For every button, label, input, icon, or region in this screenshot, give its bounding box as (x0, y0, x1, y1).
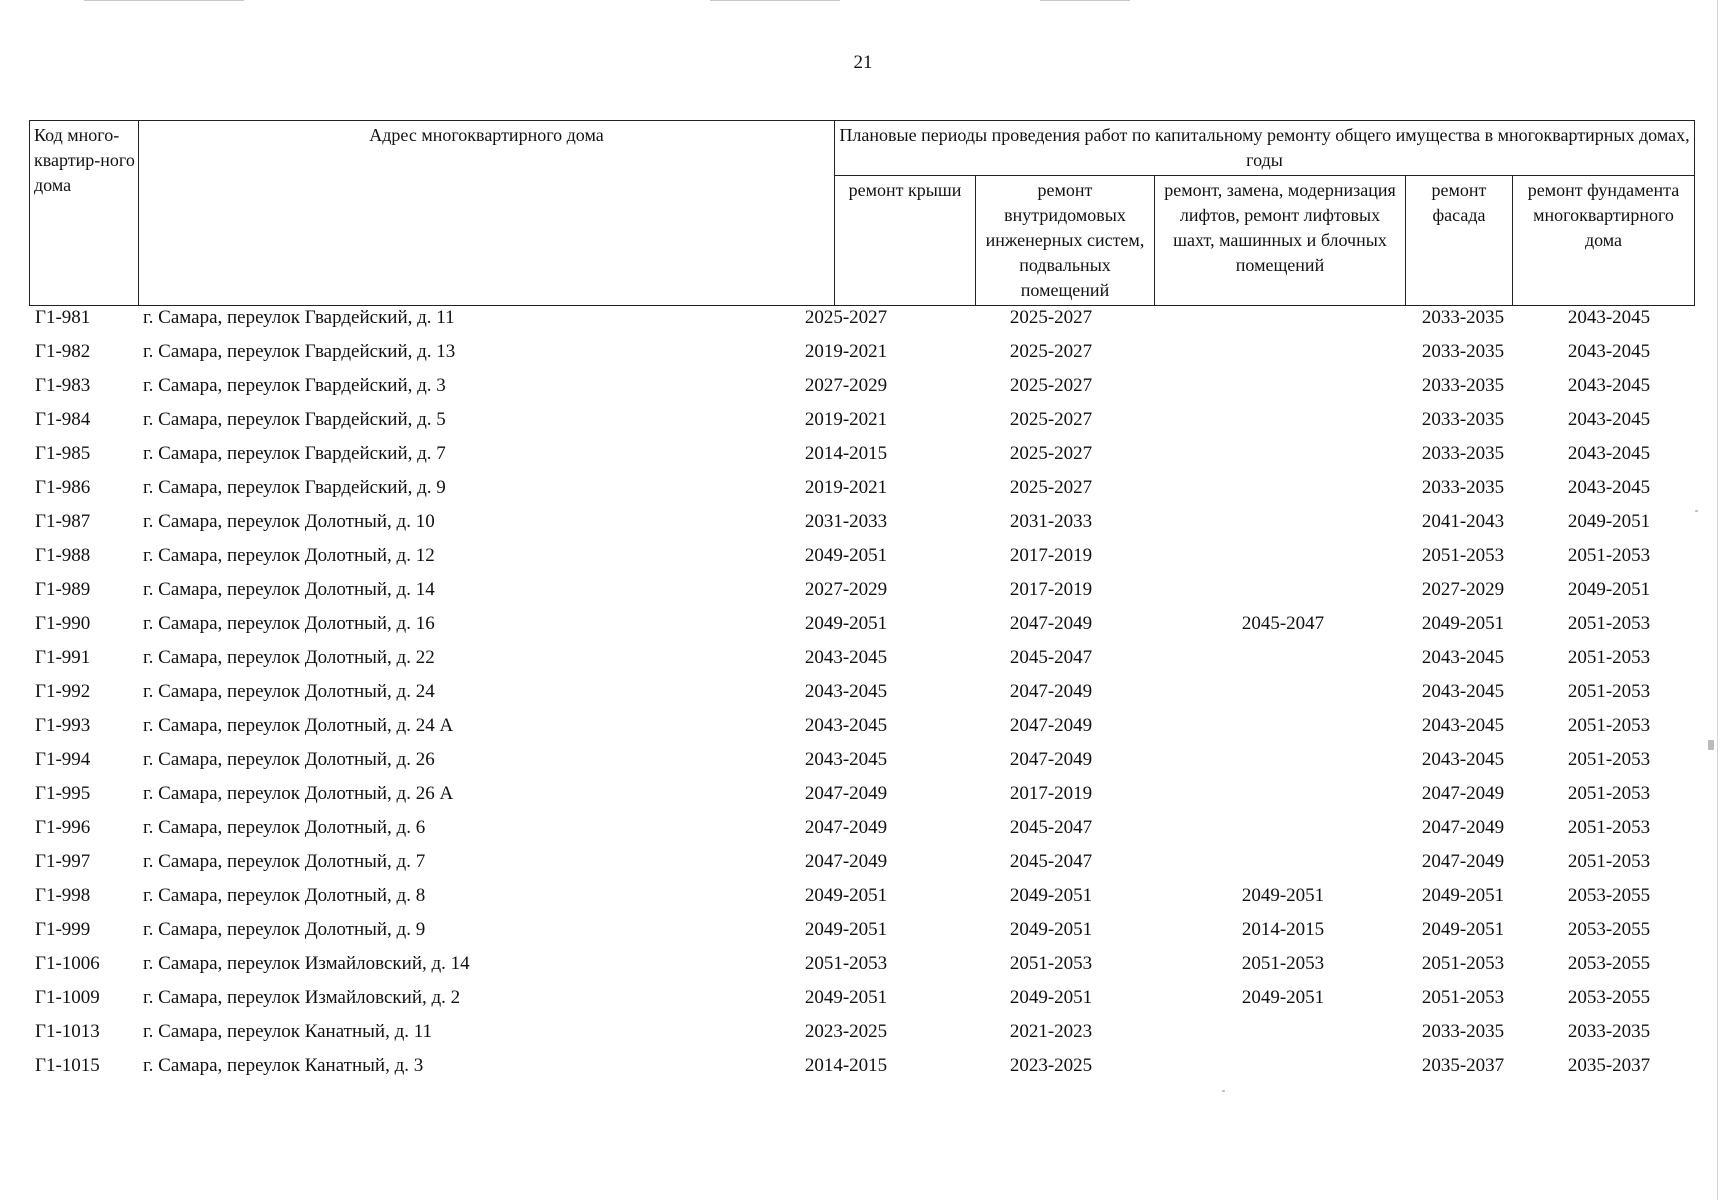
table-row (0, 304, 1721, 338)
row-foundation: 2051-2053 (1567, 783, 1651, 804)
scan-speck (1222, 1090, 1225, 1092)
row-lifts: 2049-2051 (1241, 885, 1325, 906)
row-foundation: 2049-2051 (1567, 511, 1651, 532)
row-facade: 2051-2053 (1421, 987, 1505, 1008)
row-systems: 2047-2049 (1009, 749, 1093, 770)
row-lifts: 2051-2053 (1241, 953, 1325, 974)
row-code: Г1-991 (35, 647, 91, 668)
row-systems: 2021-2023 (1009, 1021, 1093, 1042)
row-address: г. Самара, переулок Долотный, д. 26 А (143, 783, 454, 804)
row-facade: 2043-2045 (1421, 749, 1505, 770)
row-foundation: 2043-2045 (1567, 307, 1651, 328)
table-row (0, 440, 1721, 474)
row-code: Г1-981 (35, 307, 91, 328)
row-code: Г1-989 (35, 579, 91, 600)
row-lifts: 2045-2047 (1241, 613, 1325, 634)
row-foundation: 2051-2053 (1567, 613, 1651, 634)
table-row (0, 576, 1721, 610)
scan-artifact-line (84, 0, 244, 1)
table-row (0, 780, 1721, 814)
row-facade: 2035-2037 (1421, 1055, 1505, 1076)
row-roof: 2027-2029 (804, 375, 888, 396)
table-header (29, 120, 1695, 306)
page-number: 21 (853, 52, 873, 73)
row-code: Г1-984 (35, 409, 91, 430)
row-foundation: 2051-2053 (1567, 647, 1651, 668)
row-roof: 2043-2045 (804, 715, 888, 736)
row-address: г. Самара, переулок Долотный, д. 12 (143, 545, 435, 566)
row-systems: 2017-2019 (1009, 579, 1093, 600)
row-systems: 2051-2053 (1009, 953, 1093, 974)
row-code: Г1-996 (35, 817, 91, 838)
row-address: г. Самара, переулок Гвардейский, д. 3 (143, 375, 446, 396)
table-row (0, 644, 1721, 678)
header-foundation: ремонт фундамента многоквартирного дома (1513, 176, 1695, 306)
row-foundation: 2043-2045 (1567, 477, 1651, 498)
row-systems: 2047-2049 (1009, 681, 1093, 702)
row-code: Г1-997 (35, 851, 91, 872)
row-systems: 2025-2027 (1009, 443, 1093, 464)
row-roof: 2049-2051 (804, 885, 888, 906)
row-facade: 2043-2045 (1421, 715, 1505, 736)
table-row (0, 712, 1721, 746)
row-address: г. Самара, переулок Долотный, д. 10 (143, 511, 435, 532)
row-facade: 2051-2053 (1421, 953, 1505, 974)
row-foundation: 2051-2053 (1567, 749, 1651, 770)
row-address: г. Самара, переулок Долотный, д. 9 (143, 919, 426, 940)
row-facade: 2047-2049 (1421, 783, 1505, 804)
row-systems: 2025-2027 (1009, 375, 1093, 396)
row-systems: 2031-2033 (1009, 511, 1093, 532)
header-roof: ремонт крыши (835, 176, 976, 306)
row-code: Г1-987 (35, 511, 91, 532)
table-row (0, 1018, 1721, 1052)
row-code: Г1-985 (35, 443, 91, 464)
header-address: Адрес многоквартирного дома (139, 121, 835, 306)
table-row (0, 814, 1721, 848)
row-systems: 2025-2027 (1009, 409, 1093, 430)
row-code: Г1-998 (35, 885, 91, 906)
row-systems: 2047-2049 (1009, 613, 1093, 634)
row-roof: 2047-2049 (804, 817, 888, 838)
row-systems: 2049-2051 (1009, 919, 1093, 940)
row-address: г. Самара, переулок Долотный, д. 7 (143, 851, 426, 872)
row-address: г. Самара, переулок Канатный, д. 3 (143, 1055, 424, 1076)
row-facade: 2027-2029 (1421, 579, 1505, 600)
row-roof: 2031-2033 (804, 511, 888, 532)
row-address: г. Самара, переулок Гвардейский, д. 13 (143, 341, 456, 362)
row-address: г. Самара, переулок Канатный, д. 11 (143, 1021, 433, 1042)
row-foundation: 2051-2053 (1567, 715, 1651, 736)
row-code: Г1-1015 (35, 1055, 100, 1076)
row-roof: 2049-2051 (804, 919, 888, 940)
table-row (0, 1052, 1721, 1086)
row-foundation: 2053-2055 (1567, 953, 1651, 974)
row-systems: 2025-2027 (1009, 341, 1093, 362)
row-code: Г1-982 (35, 341, 91, 362)
row-systems: 2025-2027 (1009, 307, 1093, 328)
row-facade: 2049-2051 (1421, 885, 1505, 906)
table-body (0, 304, 1721, 1086)
row-facade: 2033-2035 (1421, 341, 1505, 362)
scan-artifact-line (1040, 0, 1130, 1)
row-systems: 2017-2019 (1009, 545, 1093, 566)
row-address: г. Самара, переулок Долотный, д. 6 (143, 817, 426, 838)
row-roof: 2019-2021 (804, 341, 888, 362)
row-systems: 2025-2027 (1009, 477, 1093, 498)
row-foundation: 2043-2045 (1567, 375, 1651, 396)
row-facade: 2051-2053 (1421, 545, 1505, 566)
row-foundation: 2043-2045 (1567, 341, 1651, 362)
table-row (0, 746, 1721, 780)
row-facade: 2043-2045 (1421, 681, 1505, 702)
row-address: г. Самара, переулок Долотный, д. 16 (143, 613, 435, 634)
header-code: Код много-квартир-ного дома (30, 121, 139, 306)
row-facade: 2033-2035 (1421, 1021, 1505, 1042)
row-systems: 2049-2051 (1009, 885, 1093, 906)
row-code: Г1-992 (35, 681, 91, 702)
table-row (0, 542, 1721, 576)
row-roof: 2043-2045 (804, 749, 888, 770)
row-foundation: 2043-2045 (1567, 409, 1651, 430)
row-facade: 2033-2035 (1421, 307, 1505, 328)
row-systems: 2045-2047 (1009, 817, 1093, 838)
row-foundation: 2053-2055 (1567, 919, 1651, 940)
scan-artifact-line (710, 0, 840, 1)
row-roof: 2047-2049 (804, 851, 888, 872)
row-roof: 2023-2025 (804, 1021, 888, 1042)
table-row (0, 338, 1721, 372)
table-row (0, 406, 1721, 440)
row-facade: 2043-2045 (1421, 647, 1505, 668)
table-row (0, 984, 1721, 1018)
row-roof: 2019-2021 (804, 477, 888, 498)
row-facade: 2033-2035 (1421, 477, 1505, 498)
table-row (0, 372, 1721, 406)
row-roof: 2014-2015 (804, 443, 888, 464)
table-row (0, 950, 1721, 984)
row-address: г. Самара, переулок Гвардейский, д. 5 (143, 409, 446, 430)
table-row (0, 678, 1721, 712)
row-foundation: 2051-2053 (1567, 851, 1651, 872)
row-code: Г1-994 (35, 749, 91, 770)
row-address: г. Самара, переулок Долотный, д. 22 (143, 647, 435, 668)
row-facade: 2047-2049 (1421, 851, 1505, 872)
row-roof: 2049-2051 (804, 613, 888, 634)
row-address: г. Самара, переулок Гвардейский, д. 9 (143, 477, 446, 498)
row-code: Г1-988 (35, 545, 91, 566)
row-facade: 2041-2043 (1421, 511, 1505, 532)
table-row (0, 882, 1721, 916)
row-roof: 2027-2029 (804, 579, 888, 600)
row-lifts: 2014-2015 (1241, 919, 1325, 940)
row-foundation: 2033-2035 (1567, 1021, 1651, 1042)
row-facade: 2033-2035 (1421, 409, 1505, 430)
header-lifts: ремонт, замена, модернизация лифтов, ремонт лифтовых шахт, машинных и блочных помещений (1155, 176, 1406, 306)
row-systems: 2047-2049 (1009, 715, 1093, 736)
row-address: г. Самара, переулок Долотный, д. 26 (143, 749, 435, 770)
row-systems: 2023-2025 (1009, 1055, 1093, 1076)
row-code: Г1-1009 (35, 987, 100, 1008)
row-code: Г1-983 (35, 375, 91, 396)
row-foundation: 2053-2055 (1567, 987, 1651, 1008)
row-systems: 2045-2047 (1009, 647, 1093, 668)
row-roof: 2051-2053 (804, 953, 888, 974)
row-code: Г1-995 (35, 783, 91, 804)
row-address: г. Самара, переулок Долотный, д. 14 (143, 579, 435, 600)
row-roof: 2049-2051 (804, 545, 888, 566)
row-address: г. Самара, переулок Гвардейский, д. 7 (143, 443, 446, 464)
row-roof: 2047-2049 (804, 783, 888, 804)
row-code: Г1-993 (35, 715, 91, 736)
row-code: Г1-999 (35, 919, 91, 940)
row-foundation: 2043-2045 (1567, 443, 1651, 464)
table-row (0, 610, 1721, 644)
row-code: Г1-986 (35, 477, 91, 498)
row-code: Г1-990 (35, 613, 91, 634)
row-foundation: 2049-2051 (1567, 579, 1651, 600)
row-facade: 2033-2035 (1421, 375, 1505, 396)
row-foundation: 2035-2037 (1567, 1055, 1651, 1076)
row-address: г. Самара, переулок Долотный, д. 24 (143, 681, 435, 702)
row-roof: 2043-2045 (804, 681, 888, 702)
row-roof: 2014-2015 (804, 1055, 888, 1076)
header-periods: Плановые периоды проведения работ по капитальному ремонту общего имущества в многоквартирных домах, годы (835, 121, 1695, 176)
row-systems: 2017-2019 (1009, 783, 1093, 804)
row-facade: 2049-2051 (1421, 613, 1505, 634)
table-row (0, 848, 1721, 882)
table-row (0, 916, 1721, 950)
row-foundation: 2053-2055 (1567, 885, 1651, 906)
table-row (0, 474, 1721, 508)
row-systems: 2049-2051 (1009, 987, 1093, 1008)
row-systems: 2045-2047 (1009, 851, 1093, 872)
row-address: г. Самара, переулок Долотный, д. 24 А (143, 715, 454, 736)
row-address: г. Самара, переулок Измайловский, д. 14 (143, 953, 470, 974)
row-code: Г1-1013 (35, 1021, 100, 1042)
row-roof: 2049-2051 (804, 987, 888, 1008)
header-facade: ремонт фасада (1406, 176, 1513, 306)
table-row (0, 508, 1721, 542)
row-roof: 2043-2045 (804, 647, 888, 668)
row-address: г. Самара, переулок Гвардейский, д. 11 (143, 307, 455, 328)
row-foundation: 2051-2053 (1567, 545, 1651, 566)
row-code: Г1-1006 (35, 953, 100, 974)
row-facade: 2033-2035 (1421, 443, 1505, 464)
row-facade: 2047-2049 (1421, 817, 1505, 838)
row-lifts: 2049-2051 (1241, 987, 1325, 1008)
row-roof: 2019-2021 (804, 409, 888, 430)
row-address: г. Самара, переулок Долотный, д. 8 (143, 885, 426, 906)
header-systems: ремонт внутридомовых инженерных систем, подвальных помещений (976, 176, 1155, 306)
row-roof: 2025-2027 (804, 307, 888, 328)
row-address: г. Самара, переулок Измайловский, д. 2 (143, 987, 461, 1008)
row-facade: 2049-2051 (1421, 919, 1505, 940)
row-foundation: 2051-2053 (1567, 681, 1651, 702)
row-foundation: 2051-2053 (1567, 817, 1651, 838)
